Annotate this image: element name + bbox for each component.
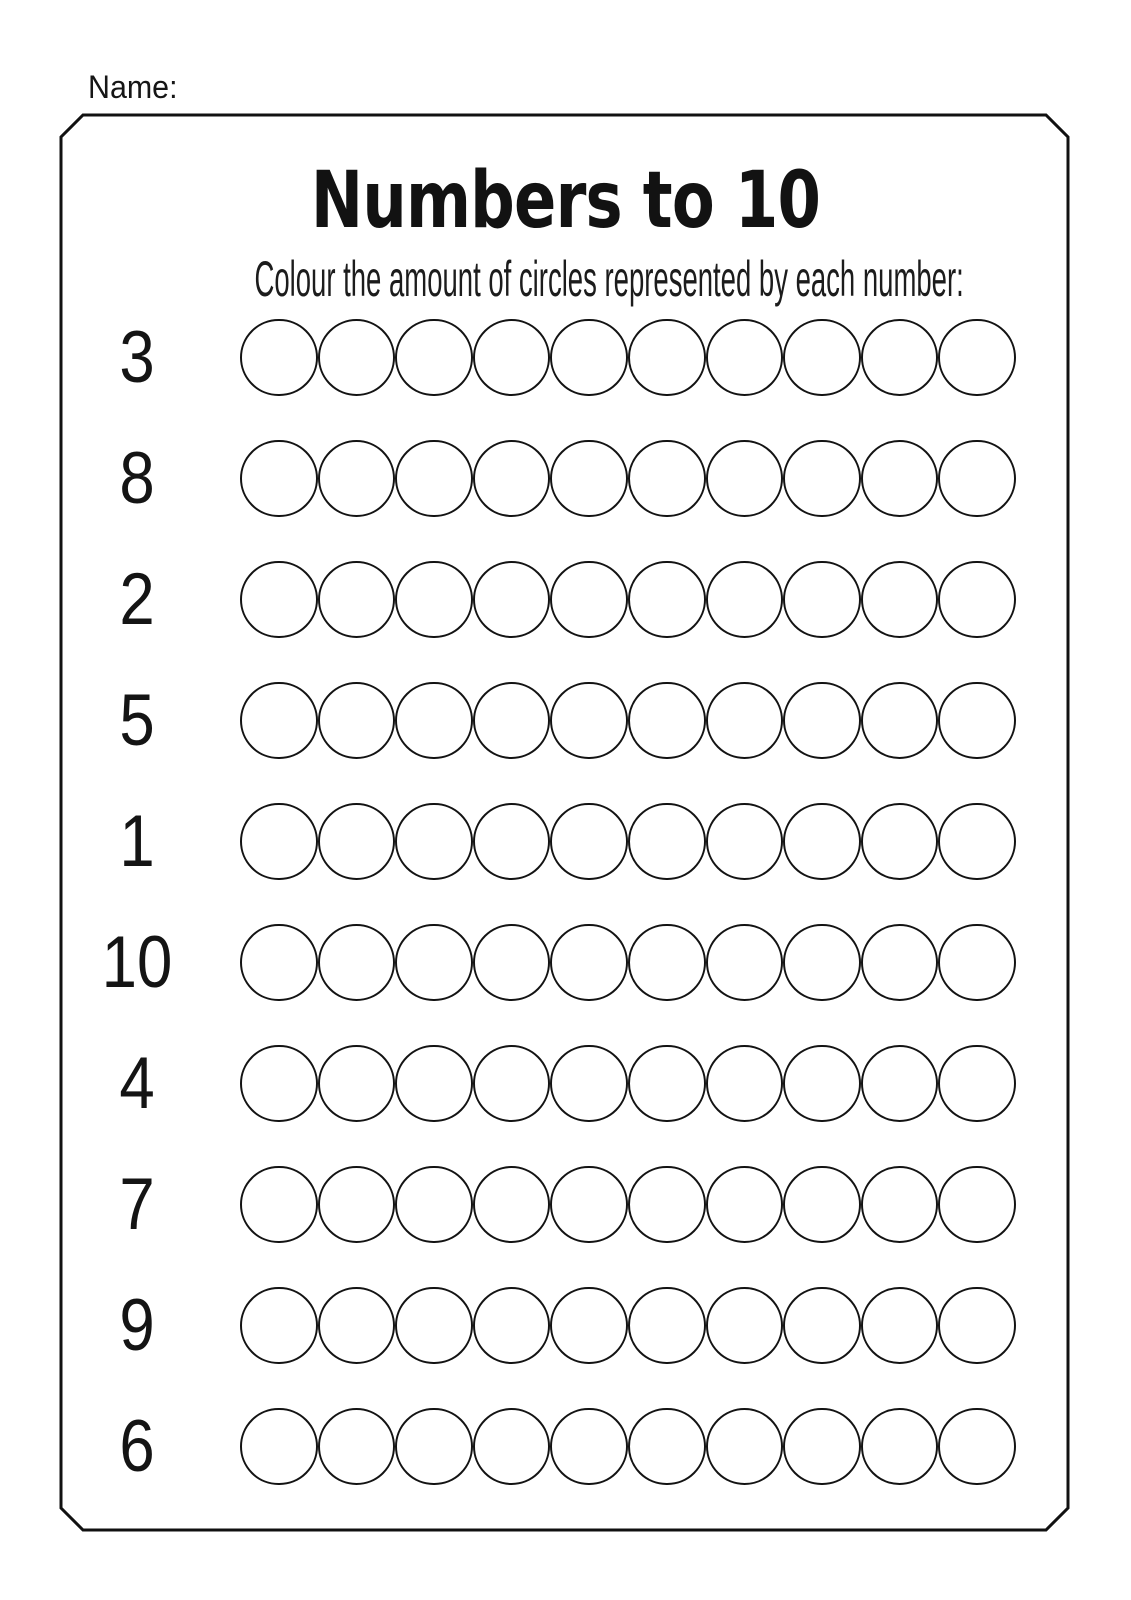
worksheet-row [61,1144,1068,1265]
colourable-circle[interactable] [861,1287,939,1365]
colourable-circle[interactable] [938,1166,1016,1244]
colourable-circle[interactable] [938,682,1016,760]
colourable-circle[interactable] [783,1408,861,1486]
colourable-circle[interactable] [395,561,473,639]
colourable-circle[interactable] [395,440,473,518]
colourable-circle[interactable] [395,1045,473,1123]
colourable-circle[interactable] [240,682,318,760]
colourable-circle[interactable] [550,561,628,639]
circle-group [240,561,1016,639]
circle-group [240,319,1016,397]
circle-group [240,1408,1016,1486]
colourable-circle[interactable] [783,1166,861,1244]
colourable-circle[interactable] [783,803,861,881]
colourable-circle[interactable] [240,1287,318,1365]
colourable-circle[interactable] [550,924,628,1002]
colourable-circle[interactable] [783,561,861,639]
colourable-circle[interactable] [318,1287,396,1365]
circle-group [240,924,1016,1002]
colourable-circle[interactable] [473,1287,551,1365]
colourable-circle[interactable] [783,924,861,1002]
colourable-circle[interactable] [706,682,784,760]
row-number-label: 7 [119,1164,155,1245]
colourable-circle[interactable] [318,1045,396,1123]
colourable-circle[interactable] [473,1166,551,1244]
colourable-circle[interactable] [706,561,784,639]
colourable-circle[interactable] [628,1045,706,1123]
circle-group [240,1287,1016,1365]
circle-group [240,682,1016,760]
worksheet-row [61,1265,1068,1386]
colourable-circle[interactable] [861,561,939,639]
row-number-label: 1 [119,801,155,882]
colourable-circle[interactable] [550,682,628,760]
colourable-circle[interactable] [861,1408,939,1486]
colourable-circle[interactable] [395,924,473,1002]
colourable-circle[interactable] [318,803,396,881]
colourable-circle[interactable] [240,924,318,1002]
row-number-label: 2 [119,559,155,640]
colourable-circle[interactable] [706,1166,784,1244]
worksheet-row [61,539,1068,660]
colourable-circle[interactable] [240,440,318,518]
row-number-label: 9 [119,1285,155,1366]
colourable-circle[interactable] [628,440,706,518]
colourable-circle[interactable] [706,1045,784,1123]
row-number-label: 4 [119,1043,155,1124]
colourable-circle[interactable] [550,1166,628,1244]
circle-group [240,803,1016,881]
colourable-circle[interactable] [938,561,1016,639]
colourable-circle[interactable] [861,1166,939,1244]
worksheet-row [61,297,1068,418]
row-number-label: 6 [119,1406,155,1487]
colourable-circle[interactable] [318,1408,396,1486]
colourable-circle[interactable] [318,440,396,518]
colourable-circle[interactable] [628,682,706,760]
worksheet-row [61,1023,1068,1144]
worksheet-row [61,1386,1068,1507]
colourable-circle[interactable] [318,924,396,1002]
colourable-circle[interactable] [938,924,1016,1002]
colourable-circle[interactable] [628,1287,706,1365]
colourable-circle[interactable] [628,803,706,881]
colourable-circle[interactable] [473,319,551,397]
colourable-circle[interactable] [473,924,551,1002]
colourable-circle[interactable] [473,440,551,518]
colourable-circle[interactable] [550,1287,628,1365]
colourable-circle[interactable] [628,319,706,397]
colourable-circle[interactable] [628,924,706,1002]
colourable-circle[interactable] [628,1408,706,1486]
colourable-circle[interactable] [550,440,628,518]
name-label: Name: [88,69,178,105]
colourable-circle[interactable] [318,561,396,639]
page-title: Numbers to 10 [310,156,821,246]
colourable-circle[interactable] [706,440,784,518]
colourable-circle[interactable] [706,1287,784,1365]
colourable-circle[interactable] [938,803,1016,881]
colourable-circle[interactable] [318,319,396,397]
colourable-circle[interactable] [938,440,1016,518]
colourable-circle[interactable] [240,319,318,397]
colourable-circle[interactable] [783,682,861,760]
worksheet-row [61,902,1068,1023]
colourable-circle[interactable] [550,803,628,881]
colourable-circle[interactable] [706,319,784,397]
colourable-circle[interactable] [861,803,939,881]
colourable-circle[interactable] [473,561,551,639]
colourable-circle[interactable] [861,319,939,397]
colourable-circle[interactable] [783,319,861,397]
colourable-circle[interactable] [395,803,473,881]
colourable-circle[interactable] [706,1408,784,1486]
worksheet-row [61,418,1068,539]
row-number-label: 10 [101,922,173,1003]
colourable-circle[interactable] [473,803,551,881]
colourable-circle[interactable] [395,682,473,760]
colourable-circle[interactable] [550,319,628,397]
colourable-circle[interactable] [938,1408,1016,1486]
row-number-label: 8 [119,438,155,519]
circle-group [240,440,1016,518]
colourable-circle[interactable] [473,1408,551,1486]
colourable-circle[interactable] [783,1045,861,1123]
colourable-circle[interactable] [628,561,706,639]
number-rows [61,297,1068,1507]
colourable-circle[interactable] [706,924,784,1002]
circle-group [240,1166,1016,1244]
colourable-circle[interactable] [550,1408,628,1486]
colourable-circle[interactable] [706,803,784,881]
colourable-circle[interactable] [240,803,318,881]
colourable-circle[interactable] [783,440,861,518]
colourable-circle[interactable] [861,440,939,518]
colourable-circle[interactable] [938,1045,1016,1123]
colourable-circle[interactable] [861,1045,939,1123]
colourable-circle[interactable] [938,1287,1016,1365]
colourable-circle[interactable] [240,1408,318,1486]
worksheet-row [61,660,1068,781]
colourable-circle[interactable] [318,682,396,760]
row-number-label: 3 [119,317,155,398]
colourable-circle[interactable] [550,1045,628,1123]
colourable-circle[interactable] [240,561,318,639]
colourable-circle[interactable] [938,319,1016,397]
colourable-circle[interactable] [395,319,473,397]
colourable-circle[interactable] [395,1287,473,1365]
worksheet-row [61,781,1068,902]
colourable-circle[interactable] [318,1166,396,1244]
colourable-circle[interactable] [473,1045,551,1123]
instruction-text: Colour the amount of circles represented by each number: [254,251,964,307]
row-number-label: 5 [119,680,155,761]
circle-group [240,1045,1016,1123]
colourable-circle[interactable] [861,682,939,760]
colourable-circle[interactable] [783,1287,861,1365]
colourable-circle[interactable] [628,1166,706,1244]
colourable-circle[interactable] [240,1166,318,1244]
colourable-circle[interactable] [395,1166,473,1244]
colourable-circle[interactable] [861,924,939,1002]
colourable-circle[interactable] [473,682,551,760]
colourable-circle[interactable] [395,1408,473,1486]
colourable-circle[interactable] [240,1045,318,1123]
